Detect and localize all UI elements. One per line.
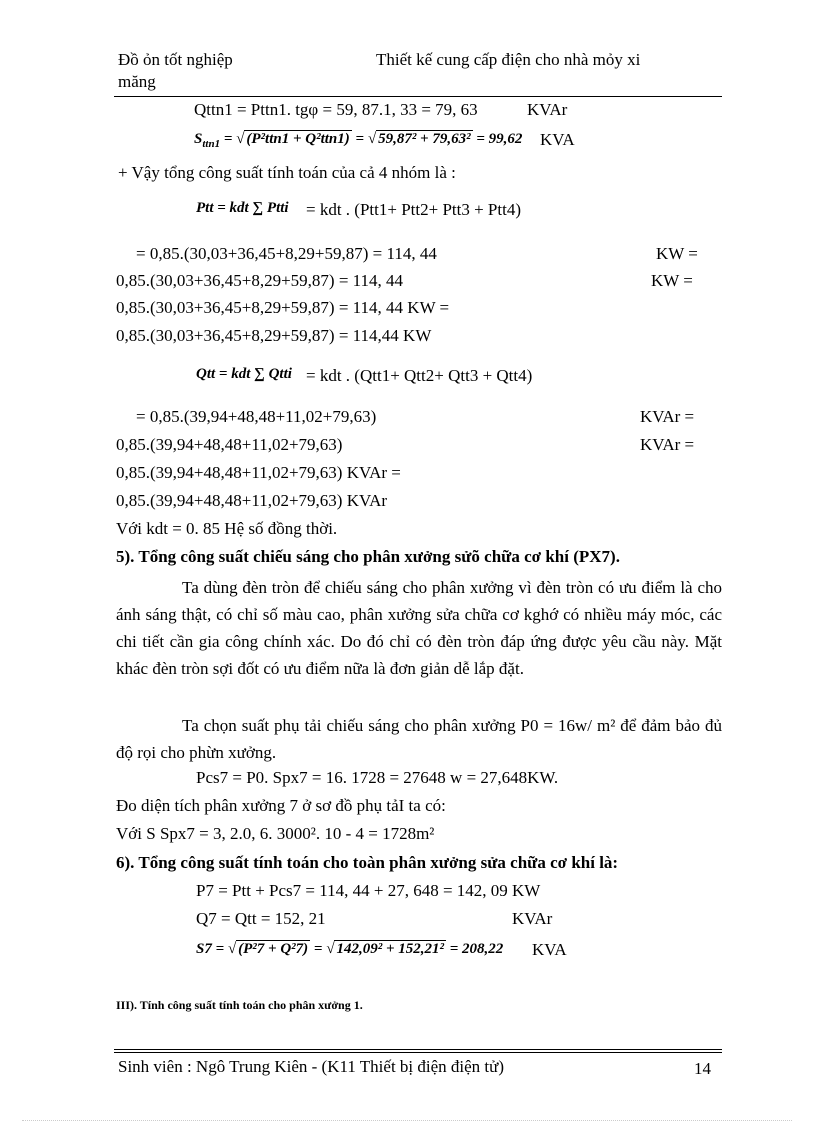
area-note: Đo diện tích phân xưởng 7 ở sơ đồ phụ tảI ta có: [116,796,446,815]
sqrt-icon: √ [236,131,245,147]
section-6-title: 6). Tổng công suất tính toán cho toàn phân xưởng sửa chữa cơ khí là: [116,853,619,872]
sqrt-icon: √ [326,941,335,957]
s7-formula [196,940,503,958]
section-5-para-2: Ta chọn suất phụ tải chiếu sáng cho phân xưởng P0 = 16w/ m² để đảm bảo đủ độ rọi cho phừn xưởng. [116,716,722,762]
section-5-para-1: Ta dùng đèn tròn để chiếu sáng cho phân xưởng vì đèn tròn có ưu điểm là cho ánh sáng thật, có chỉ số màu cao, phân xưởng sửa chữa cơ kghớ có nhiều máy móc, các chi tiết cần gia công chính xác. Do đó chỉ có đèn tròn đáp ứng được yêu cầu này. Mặt khác đèn tròn sợi đốt có ưu điểm nữa là đơn giản dễ lắp đặt. [116,578,722,678]
equals-sign: = [223,131,233,147]
sqrt-icon: √ [227,941,237,957]
sqrt-icon: √ [367,131,377,147]
ptt-row-2-unit: KW = [651,271,693,290]
q7-line: Q7 = Qtt = 152, 21 [196,909,326,928]
s7-unit: KVA [532,940,567,959]
s7-lhs: S7 = [196,941,225,957]
ptt-row-1-unit: KW = [656,244,698,263]
header-right-title: Thiết kế cung cấp điện cho nhà mỏy xi [376,50,641,69]
ptt-row-2: 0,85.(30,03+36,45+8,29+59,87) = 114, 44 [116,271,404,290]
footer-rule-top [114,1049,722,1050]
p7-line: P7 = Ptt + Pcs7 = 114, 44 + 27, 648 = 142, 09 KW [196,881,541,900]
ptt-row-1: = 0,85.(30,03+36,45+8,29+59,87) = 114, 44 [136,244,437,263]
s-ttn1-formula [194,130,522,150]
ptt-formula-rhs: = kdt . (Ptt1+ Ptt2+ Ptt3 + Ptt4) [306,200,521,219]
ptt-formula: Ptt = kdt ∑ Ptti [196,200,289,216]
qtt-row-4: 0,85.(39,94+48,48+11,02+79,63) KVAr [116,491,388,510]
qtt-row-2: 0,85.(39,94+48,48+11,02+79,63) [116,435,343,454]
qtt-row-1-unit: KVAr = [640,407,695,426]
page-number: 14 [694,1059,711,1078]
q-ttn1-unit: KVAr [527,100,568,119]
equals-sign-2: = [355,131,365,147]
header-left-title: Đồ ỏn tốt nghiệp [118,50,233,69]
q-ttn1-line: Qttn1 = Pttn1. tgφ = 59, 87.1, 33 = 79, 63 [194,100,478,119]
footer-rule-bottom [114,1052,722,1053]
total-intro: + Vậy tổng công suất tính toán của cả 4 nhóm là : [118,163,456,182]
section-3-heading: III). Tính công suất tính toán cho phân xưởng 1. [116,998,363,1012]
ptt-row-3: 0,85.(30,03+36,45+8,29+59,87) = 114, 44 KW = [116,298,450,317]
s-ttn1-unit: KVA [540,130,575,149]
s7-radicand-values: 142,09² + 152,21² [336,941,444,957]
kdt-note: Với kdt = 0. 85 Hệ số đồng thời. [116,519,338,538]
equals-sign: = [313,941,323,957]
section-5-title: 5). Tổng công suất chiếu sáng cho phân xưởng sửõ chữa cơ khí (PX7). [116,547,620,566]
s7-result: = 208,22 [449,941,504,957]
s-ttn1-result: = 99,62 [476,131,523,147]
s-ttn1-radicand-values: 59,87² + 79,63² [378,131,471,147]
s7-radicand: (P²7 + Q²7) [238,941,309,957]
pcs7-line: Pcs7 = P0. Spx7 = 16. 1728 = 27648 w = 27,648KW. [196,768,559,787]
footer-student: Sinh viên : Ngô Trung Kiên - (K11 Thiết bị điện điện tử) [118,1057,505,1076]
header-rule [114,96,722,97]
s-ttn1-radicand: (P²ttn1 + Q²ttn1) [246,131,350,147]
qtt-formula: Qtt = kdt ∑ Qtti [196,366,292,382]
page-bottom-dotted-line [22,1120,792,1121]
qtt-row-3: 0,85.(39,94+48,48+11,02+79,63) KVAr = [116,463,401,482]
qtt-row-2-unit: KVAr = [640,435,695,454]
s-ttn1-lhs: S [194,131,203,147]
ptt-row-4: 0,85.(30,03+36,45+8,29+59,87) = 114,44 KW [116,326,432,345]
s-ttn1-sub: ttn1 [202,138,221,150]
qtt-row-1: = 0,85.(39,94+48,48+11,02+79,63) [136,407,377,426]
qtt-formula-rhs: = kdt . (Qtt1+ Qtt2+ Qtt3 + Qtt4) [306,366,533,385]
spx7-line: Với S Spx7 = 3, 2.0, 6. 3000². 10 - 4 = 1728m² [116,824,435,843]
q7-unit: KVAr [512,909,553,928]
header-left-title-cont: măng [118,72,156,91]
